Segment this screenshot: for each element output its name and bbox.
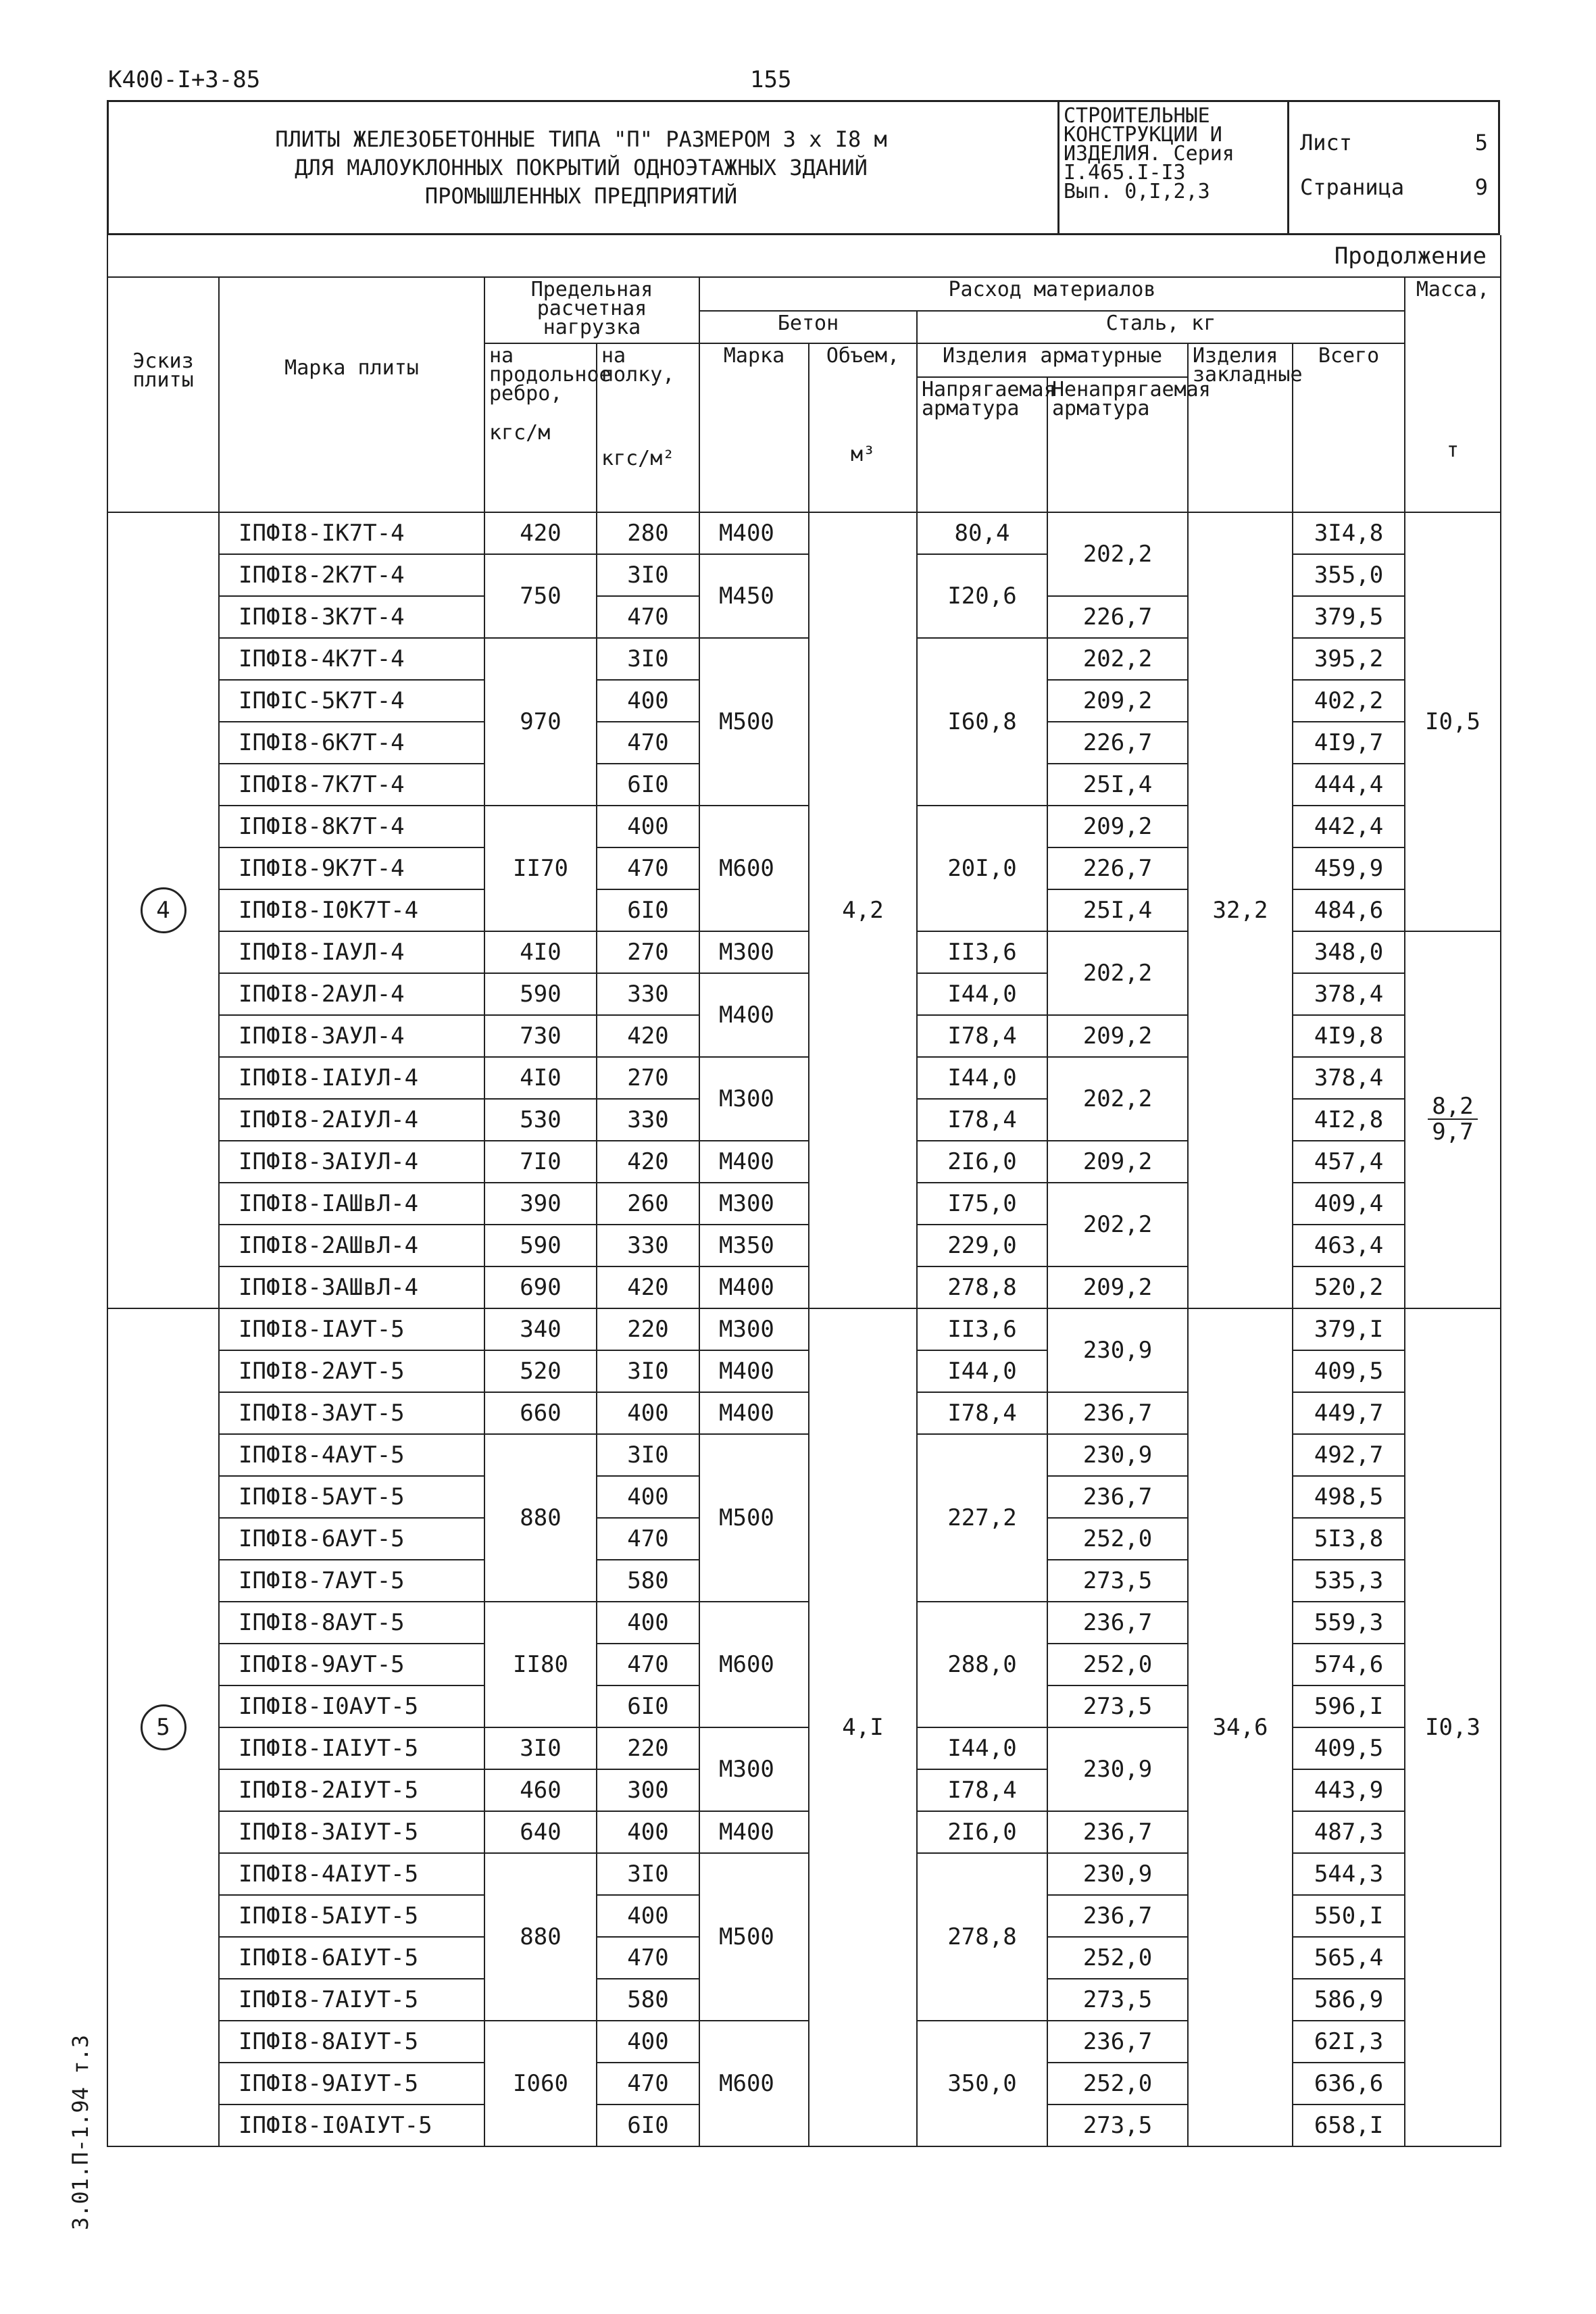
col-load-group: Предельная расчетная нагрузка — [484, 277, 699, 343]
cell-mark: IПФI8-IАIУТ-5 — [219, 1727, 484, 1769]
col-mark: Марка плиты — [219, 277, 484, 512]
mass-unit: т — [1446, 439, 1460, 462]
cell-pre: I44,0 — [917, 1057, 1047, 1099]
cell-non: 252,0 — [1047, 1518, 1188, 1560]
cell-total: 409,5 — [1293, 1350, 1405, 1392]
cell-total: 658,I — [1293, 2104, 1405, 2146]
mass-value: I0,5 — [1405, 512, 1501, 931]
mass-value: I0,3 — [1405, 1308, 1501, 2146]
cell-mark: IПФI8-3АУТ-5 — [219, 1392, 484, 1434]
cell-grade: М300 — [699, 1183, 809, 1225]
cell-pre: 278,8 — [917, 1266, 1047, 1308]
cell-total: 4I2,8 — [1293, 1099, 1405, 1141]
cell-pre: I78,4 — [917, 1015, 1047, 1057]
cell-floor: 400 — [597, 2021, 699, 2063]
page-value: 9 — [1474, 174, 1488, 200]
series-line: КОНСТРУКЦИИ И — [1064, 123, 1222, 147]
cell-non: 202,2 — [1047, 1057, 1188, 1141]
col-consumption: Расход материалов — [699, 277, 1405, 311]
cell-mark: IПФI8-IАУЛ-4 — [219, 931, 484, 973]
cell-grade: М400 — [699, 1266, 809, 1308]
cell-grade: М600 — [699, 1602, 809, 1727]
cell-floor: 470 — [597, 2063, 699, 2104]
cell-floor: 420 — [597, 1141, 699, 1183]
cell-floor: 470 — [597, 1518, 699, 1560]
cell-total: 550,I — [1293, 1895, 1405, 1937]
cell-grade: М400 — [699, 1141, 809, 1183]
cell-pre: 288,0 — [917, 1602, 1047, 1727]
cell-non: 230,9 — [1047, 1434, 1188, 1476]
cell-rib: 390 — [484, 1183, 597, 1225]
cell-rib: 730 — [484, 1015, 597, 1057]
cell-grade: М500 — [699, 638, 809, 806]
series-line: I.465.I-I3 — [1064, 161, 1186, 184]
cell-floor: 470 — [597, 1644, 699, 1685]
cell-total: 409,5 — [1293, 1727, 1405, 1769]
cell-total: 596,I — [1293, 1685, 1405, 1727]
cell-floor: 220 — [597, 1727, 699, 1769]
cell-floor: 3I0 — [597, 554, 699, 596]
cell-total: 444,4 — [1293, 764, 1405, 806]
cell-mark: IПФI8-I0К7Т-4 — [219, 889, 484, 931]
cell-mark: IПФI8-9АIУТ-5 — [219, 2063, 484, 2104]
cell-total: 457,4 — [1293, 1141, 1405, 1183]
col-sketch: Эскиз плиты — [107, 277, 219, 512]
cell-mark: IПФI8-2АШвЛ-4 — [219, 1225, 484, 1266]
series-line: СТРОИТЕЛЬНЫЕ — [1064, 104, 1210, 128]
sketch-number: 4 — [141, 887, 186, 933]
cell-mark: IПФI8-7К7Т-4 — [219, 764, 484, 806]
cell-pre: I60,8 — [917, 638, 1047, 806]
cell-floor: 400 — [597, 1476, 699, 1518]
cell-pre: I44,0 — [917, 973, 1047, 1015]
cell-mark: IПФI8-IАШвЛ-4 — [219, 1183, 484, 1225]
cell-floor: 400 — [597, 1811, 699, 1853]
cell-floor: 400 — [597, 1895, 699, 1937]
mass-fraction-den: 9,7 — [1432, 1118, 1474, 1146]
series-block — [1057, 101, 1287, 234]
cell-mark: IПФIС-5К7Т-4 — [219, 680, 484, 722]
cell-rib: 460 — [484, 1769, 597, 1811]
cell-mark: IПФI8-6АУТ-5 — [219, 1518, 484, 1560]
cell-floor: 470 — [597, 722, 699, 764]
cell-floor: 6I0 — [597, 889, 699, 931]
load-floor-label: на полку, — [601, 344, 675, 387]
cell-total: 559,3 — [1293, 1602, 1405, 1644]
cell-rib: 590 — [484, 1225, 597, 1266]
mass-fraction-num: 8,2 — [1428, 1094, 1477, 1120]
cell-pre: 227,2 — [917, 1434, 1047, 1602]
col-load-floor — [597, 343, 699, 512]
cell-floor: 3I0 — [597, 1350, 699, 1392]
cell-floor: 400 — [597, 806, 699, 847]
cell-mark: IПФI8-3АШвЛ-4 — [219, 1266, 484, 1308]
col-mass — [1405, 277, 1501, 512]
cell-floor: 330 — [597, 1225, 699, 1266]
cell-grade: М500 — [699, 1434, 809, 1602]
cell-total: 459,9 — [1293, 847, 1405, 889]
page-number: 155 — [750, 66, 792, 93]
cell-mark: IПФI8-8К7Т-4 — [219, 806, 484, 847]
title-line: ПЛИТЫ ЖЕЛЕЗОБЕТОННЫЕ ТИПА "П" РАЗМЕРОМ 3 х I8 м — [275, 126, 887, 152]
cell-grade: М300 — [699, 1308, 809, 1350]
cell-grade: М600 — [699, 2021, 809, 2146]
cell-total: 378,4 — [1293, 973, 1405, 1015]
cell-non: 25I,4 — [1047, 764, 1188, 806]
title-line: ДЛЯ МАЛОУКЛОННЫХ ПОКРЫТИЙ ОДНОЭТАЖНЫХ ЗДАНИЙ — [295, 155, 868, 180]
cell-total: 520,2 — [1293, 1266, 1405, 1308]
cell-grade: М300 — [699, 1727, 809, 1811]
cell-mark: IПФI8-7АIУТ-5 — [219, 1979, 484, 2021]
cell-mark: IПФI8-4АIУТ-5 — [219, 1853, 484, 1895]
col-embedded: Изделия закладные — [1188, 343, 1293, 512]
cell-mark: IПФI8-6АIУТ-5 — [219, 1937, 484, 1979]
cell-mark: IПФI8-2АIУТ-5 — [219, 1769, 484, 1811]
cell-non: 209,2 — [1047, 680, 1188, 722]
volume-cell: 4,2 — [809, 512, 917, 1308]
cell-mark: IПФI8-I0АУТ-5 — [219, 1685, 484, 1727]
cell-non: 230,9 — [1047, 1853, 1188, 1895]
cell-mark: IПФI8-I0АIУТ-5 — [219, 2104, 484, 2146]
cell-total: 443,9 — [1293, 1769, 1405, 1811]
cell-non: 230,9 — [1047, 1727, 1188, 1811]
cell-total: 463,4 — [1293, 1225, 1405, 1266]
cell-floor: 330 — [597, 973, 699, 1015]
cell-floor: 400 — [597, 680, 699, 722]
cell-pre: I78,4 — [917, 1392, 1047, 1434]
cell-non: 273,5 — [1047, 1560, 1188, 1602]
cell-rib: 420 — [484, 512, 597, 554]
cell-total: 565,4 — [1293, 1937, 1405, 1979]
cell-floor: 400 — [597, 1602, 699, 1644]
cell-non: 25I,4 — [1047, 889, 1188, 931]
cell-floor: 6I0 — [597, 2104, 699, 2146]
cell-mark: IПФI8-IК7Т-4 — [219, 512, 484, 554]
cell-total: 498,5 — [1293, 1476, 1405, 1518]
cell-floor: 330 — [597, 1099, 699, 1141]
cell-floor: 220 — [597, 1308, 699, 1350]
table-row — [107, 1308, 1501, 1350]
load-rib-label: на продольное ребро, — [489, 344, 612, 405]
cell-rib: 530 — [484, 1099, 597, 1141]
cell-total: 62I,3 — [1293, 2021, 1405, 2063]
cell-total: 586,9 — [1293, 1979, 1405, 2021]
load-floor-unit: кгс/м² — [601, 447, 675, 470]
cell-mark: IПФI8-9К7Т-4 — [219, 847, 484, 889]
cell-non: 226,7 — [1047, 847, 1188, 889]
cell-non: 202,2 — [1047, 931, 1188, 1015]
continuation-label: Продолжение — [107, 235, 1501, 277]
cell-rib: 690 — [484, 1266, 597, 1308]
cell-mark: IПФI8-IАУТ-5 — [219, 1308, 484, 1350]
cell-mark: IПФI8-2АIУЛ-4 — [219, 1099, 484, 1141]
cell-pre: II3,6 — [917, 1308, 1047, 1350]
cell-total: 5I3,8 — [1293, 1518, 1405, 1560]
cell-rib: 7I0 — [484, 1141, 597, 1183]
cell-total: 348,0 — [1293, 931, 1405, 973]
volume-unit: м³ — [850, 443, 876, 466]
cell-non: 236,7 — [1047, 1602, 1188, 1644]
materials-table — [107, 235, 1501, 2147]
title-line: ПРОМЫШЛЕННЫХ ПРЕДПРИЯТИЙ — [424, 183, 738, 209]
sheet-label: Лист — [1300, 130, 1353, 155]
cell-rib: II80 — [484, 1602, 597, 1727]
cell-total: 395,2 — [1293, 638, 1405, 680]
cell-grade: М600 — [699, 806, 809, 931]
cell-non: 209,2 — [1047, 1266, 1188, 1308]
cell-non: 236,7 — [1047, 1895, 1188, 1937]
table-wrapper — [107, 235, 1500, 2147]
cell-total: 535,3 — [1293, 1560, 1405, 1602]
cell-pre: 20I,0 — [917, 806, 1047, 931]
cell-mark: IПФI8-IАIУЛ-4 — [219, 1057, 484, 1099]
cell-total: 442,4 — [1293, 806, 1405, 847]
cell-floor: 470 — [597, 847, 699, 889]
cell-pre: 2I6,0 — [917, 1811, 1047, 1853]
cell-pre: 278,8 — [917, 1853, 1047, 2021]
cell-rib: I060 — [484, 2021, 597, 2146]
load-rib-unit: кгс/м — [489, 421, 551, 445]
cell-total: 449,7 — [1293, 1392, 1405, 1434]
cell-rib: 4I0 — [484, 1057, 597, 1099]
cell-non: 202,2 — [1047, 512, 1188, 596]
mass-label: Масса, — [1416, 278, 1490, 301]
cell-rib: 970 — [484, 638, 597, 806]
cell-grade: М450 — [699, 554, 809, 638]
cell-mark: IПФI8-8АУТ-5 — [219, 1602, 484, 1644]
cell-floor: 420 — [597, 1015, 699, 1057]
col-load-rib — [484, 343, 612, 512]
col-prestressed: Напрягаемая арматура — [917, 377, 1047, 512]
cell-mark: IПФI8-5АIУТ-5 — [219, 1895, 484, 1937]
cell-grade: М400 — [699, 1350, 809, 1392]
cell-mark: IПФI8-7АУТ-5 — [219, 1560, 484, 1602]
cell-total: 355,0 — [1293, 554, 1405, 596]
cell-pre: 350,0 — [917, 2021, 1047, 2146]
series-line: Вып. 0,I,2,3 — [1064, 180, 1210, 203]
cell-total: 574,6 — [1293, 1644, 1405, 1685]
cell-floor: 400 — [597, 1392, 699, 1434]
cell-floor: 260 — [597, 1183, 699, 1225]
page-label: Страница — [1300, 174, 1405, 200]
cell-floor: 270 — [597, 931, 699, 973]
sheet-block — [1287, 101, 1499, 234]
cell-grade: М300 — [699, 931, 809, 973]
cell-non: 273,5 — [1047, 1979, 1188, 2021]
cell-floor: 300 — [597, 1769, 699, 1811]
cell-grade: М400 — [699, 1811, 809, 1853]
cell-mark: IПФI8-3АУЛ-4 — [219, 1015, 484, 1057]
cell-pre: II3,6 — [917, 931, 1047, 973]
cell-rib: II70 — [484, 806, 597, 931]
cell-total: 378,4 — [1293, 1057, 1405, 1099]
cell-mark: IПФI8-5АУТ-5 — [219, 1476, 484, 1518]
col-concrete: Бетон — [699, 311, 917, 343]
cell-non: 273,5 — [1047, 1685, 1188, 1727]
cell-rib: 590 — [484, 973, 597, 1015]
cell-pre: I78,4 — [917, 1099, 1047, 1141]
cell-non: 209,2 — [1047, 1141, 1188, 1183]
cell-non: 273,5 — [1047, 2104, 1188, 2146]
cell-total: 636,6 — [1293, 2063, 1405, 2104]
col-steel: Сталь, кг — [917, 311, 1405, 343]
cell-rib: 880 — [484, 1434, 597, 1602]
cell-floor: 3I0 — [597, 1434, 699, 1476]
cell-mark: IПФI8-9АУТ-5 — [219, 1644, 484, 1685]
cell-pre: I78,4 — [917, 1769, 1047, 1811]
volume-cell: 4,I — [809, 1308, 917, 2146]
side-code: 3.01.П-1.94 т.3 — [68, 2035, 93, 2230]
cell-non: 236,7 — [1047, 1392, 1188, 1434]
cell-pre: I75,0 — [917, 1183, 1047, 1225]
cell-floor: 3I0 — [597, 638, 699, 680]
cell-total: 544,3 — [1293, 1853, 1405, 1895]
cell-non: 236,7 — [1047, 1476, 1188, 1518]
table-row — [107, 512, 1501, 554]
cell-non: 230,9 — [1047, 1308, 1188, 1392]
cell-non: 226,7 — [1047, 596, 1188, 638]
cell-mark: IПФI8-8АIУТ-5 — [219, 2021, 484, 2063]
cell-total: 4I9,7 — [1293, 722, 1405, 764]
cell-floor: 6I0 — [597, 1685, 699, 1727]
cell-mark: IПФI8-4К7Т-4 — [219, 638, 484, 680]
cell-non: 226,7 — [1047, 722, 1188, 764]
sketch-number: 5 — [141, 1704, 186, 1750]
cell-total: 402,2 — [1293, 680, 1405, 722]
cell-pre: 2I6,0 — [917, 1141, 1047, 1183]
cell-floor: 270 — [597, 1057, 699, 1099]
cell-grade: М400 — [699, 1392, 809, 1434]
volume-label: Объем, — [826, 344, 900, 368]
cell-total: 409,4 — [1293, 1183, 1405, 1225]
cell-non: 202,2 — [1047, 1183, 1188, 1266]
cell-mark: IПФI8-3К7Т-4 — [219, 596, 484, 638]
cell-rib: 750 — [484, 554, 597, 638]
cell-non: 209,2 — [1047, 806, 1188, 847]
cell-grade: М350 — [699, 1225, 809, 1266]
cell-total: 379,I — [1293, 1308, 1405, 1350]
cell-total: 379,5 — [1293, 596, 1405, 638]
cell-rib: 520 — [484, 1350, 597, 1392]
cell-total: 487,3 — [1293, 1811, 1405, 1853]
cell-rib: 340 — [484, 1308, 597, 1350]
cell-grade: М300 — [699, 1057, 809, 1141]
col-concrete-volume — [809, 343, 917, 512]
cell-total: 4I9,8 — [1293, 1015, 1405, 1057]
mass-fraction — [1405, 931, 1501, 1308]
col-total: Всего — [1293, 343, 1405, 512]
cell-rib: 3I0 — [484, 1727, 597, 1769]
series-line: ИЗДЕЛИЯ. Серия — [1064, 142, 1235, 166]
cell-non: 202,2 — [1047, 638, 1188, 680]
cell-non: 236,7 — [1047, 2021, 1188, 2063]
cell-mark: IПФI8-3АIУЛ-4 — [219, 1141, 484, 1183]
cell-rib: 660 — [484, 1392, 597, 1434]
cell-pre: 229,0 — [917, 1225, 1047, 1266]
cell-pre: I44,0 — [917, 1727, 1047, 1769]
cell-rib: 880 — [484, 1853, 597, 2021]
col-rebar-items: Изделия арматурные — [917, 343, 1188, 377]
embedded-cell: 32,2 — [1188, 512, 1293, 1308]
cell-mark: IПФI8-2К7Т-4 — [219, 554, 484, 596]
cell-total: 484,6 — [1293, 889, 1405, 931]
cell-pre: I20,6 — [917, 554, 1047, 638]
sheet-value: 5 — [1474, 130, 1488, 155]
cell-non: 252,0 — [1047, 2063, 1188, 2104]
cell-pre: 80,4 — [917, 512, 1047, 554]
sketch-cell — [107, 1308, 219, 2146]
cell-grade: М500 — [699, 1853, 809, 2021]
cell-floor: 470 — [597, 1937, 699, 1979]
embedded-cell: 34,6 — [1188, 1308, 1293, 2146]
cell-non: 252,0 — [1047, 1644, 1188, 1685]
document-code: К400-I+3-85 — [108, 66, 261, 93]
cell-rib: 640 — [484, 1811, 597, 1853]
cell-floor: 580 — [597, 1979, 699, 2021]
cell-non: 252,0 — [1047, 1937, 1188, 1979]
col-nonprestressed: Ненапрягаемая арматура — [1047, 377, 1188, 512]
cell-pre: I44,0 — [917, 1350, 1047, 1392]
cell-rib: 4I0 — [484, 931, 597, 973]
col-concrete-grade: Марка — [699, 343, 809, 512]
cell-floor: 580 — [597, 1560, 699, 1602]
cell-grade: М400 — [699, 973, 809, 1057]
cell-mark: IПФI8-6К7Т-4 — [219, 722, 484, 764]
sketch-cell — [107, 512, 219, 1308]
cell-floor: 6I0 — [597, 764, 699, 806]
cell-grade: М400 — [699, 512, 809, 554]
cell-mark: IПФI8-4АУТ-5 — [219, 1434, 484, 1476]
cell-mark: IПФI8-2АУЛ-4 — [219, 973, 484, 1015]
cell-non: 236,7 — [1047, 1811, 1188, 1853]
cell-floor: 280 — [597, 512, 699, 554]
cell-non: 209,2 — [1047, 1015, 1188, 1057]
cell-total: 3I4,8 — [1293, 512, 1405, 554]
cell-floor: 420 — [597, 1266, 699, 1308]
cell-floor: 470 — [597, 596, 699, 638]
cell-mark: IПФI8-3АIУТ-5 — [219, 1811, 484, 1853]
document-title — [108, 101, 1054, 234]
cell-mark: IПФI8-2АУТ-5 — [219, 1350, 484, 1392]
cell-total: 492,7 — [1293, 1434, 1405, 1476]
cell-floor: 3I0 — [597, 1853, 699, 1895]
